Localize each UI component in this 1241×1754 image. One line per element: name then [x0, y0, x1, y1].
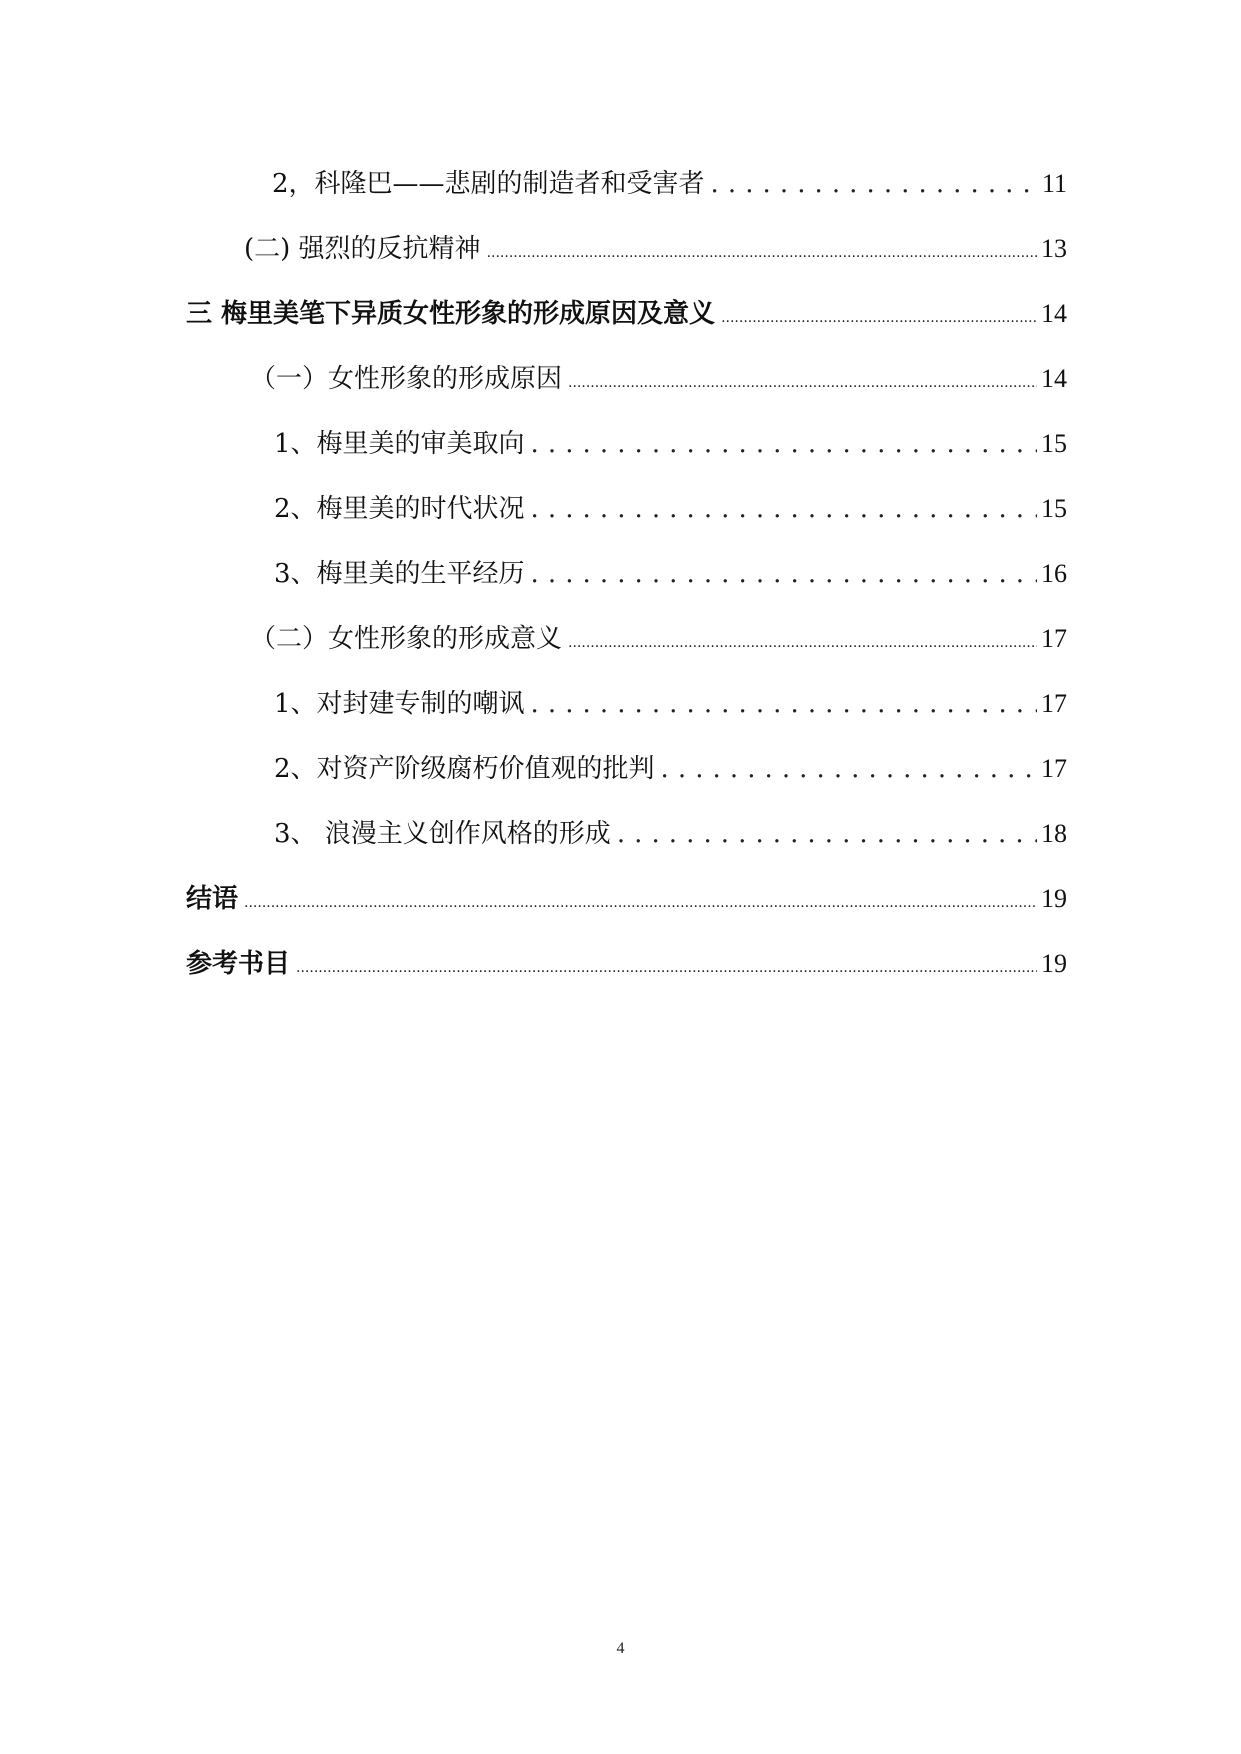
toc-entry[interactable]: [0, 294, 1067, 334]
toc-entry-page: 17: [1041, 624, 1067, 653]
toc-entry-label: (二) 强烈的反抗精神: [244, 234, 481, 264]
toc-entry-page: 13: [1041, 234, 1067, 263]
toc-entry[interactable]: [0, 229, 1067, 269]
toc-entry[interactable]: [0, 164, 1067, 204]
toc-entry[interactable]: [0, 684, 1067, 724]
toc-entry-page: 16: [1041, 559, 1067, 588]
toc-leader-dots: [244, 879, 1037, 923]
toc-leader-dots: [487, 229, 1037, 273]
toc-entry[interactable]: [0, 814, 1067, 854]
toc-entry-label: 1、对封建专制的嘲讽: [274, 689, 525, 719]
toc-entry-page: 19: [1041, 884, 1067, 913]
toc-entry-page: 14: [1041, 299, 1067, 328]
page-number: 4: [616, 1640, 625, 1657]
toc-entry[interactable]: [0, 359, 1067, 399]
toc-leader-dots: [568, 619, 1037, 663]
toc-entry-page: 11: [1041, 169, 1067, 198]
toc-entry-page: 17: [1041, 689, 1067, 718]
toc-entry-label: 参考书目: [186, 949, 291, 979]
toc-leader-dots: [721, 294, 1037, 338]
toc-entry-label: 结语: [186, 884, 239, 914]
toc-entry-label: 3、梅里美的生平经历: [274, 559, 525, 589]
toc-leader-dots: [531, 424, 1037, 464]
toc-entry[interactable]: [0, 944, 1067, 984]
toc-entry-page: 17: [1041, 754, 1067, 783]
toc-entry-label: 2、梅里美的时代状况: [274, 494, 525, 524]
toc-entry-page: 15: [1041, 494, 1067, 523]
toc-leader-dots: [711, 164, 1037, 204]
toc-entry-label: 1、梅里美的审美取向: [274, 429, 525, 459]
toc-entry-label: 3、 浪漫主义创作风格的形成: [274, 819, 611, 849]
toc-entry-label: （二）女性形象的形成意义: [250, 624, 563, 654]
toc-entry-label: 2，科隆巴——悲剧的制造者和受害者: [272, 169, 705, 199]
toc-entry-page: 19: [1041, 949, 1067, 978]
toc-leader-dots: [661, 749, 1037, 789]
toc-entry[interactable]: [0, 749, 1067, 789]
toc-leader-dots: [617, 814, 1037, 854]
toc-entry-label: 三 梅里美笔下异质女性形象的形成原因及意义: [186, 299, 716, 329]
toc-entry-label: （一）女性形象的形成原因: [250, 364, 563, 394]
toc-entry[interactable]: [0, 619, 1067, 659]
toc-entry[interactable]: [0, 424, 1067, 464]
toc-leader-dots: [531, 684, 1037, 724]
toc-entry-page: 14: [1041, 364, 1067, 393]
toc-entry[interactable]: [0, 554, 1067, 594]
toc-entry-page: 18: [1041, 819, 1067, 848]
toc-leader-dots: [568, 359, 1037, 403]
toc-entry-page: 15: [1041, 429, 1067, 458]
toc-entry[interactable]: [0, 489, 1067, 529]
toc-leader-dots: [531, 489, 1037, 529]
toc-leader-dots: [296, 944, 1037, 988]
toc-entry[interactable]: [0, 879, 1067, 919]
toc-entry-label: 2、对资产阶级腐朽价值观的批判: [274, 754, 655, 784]
toc-leader-dots: [531, 554, 1037, 594]
